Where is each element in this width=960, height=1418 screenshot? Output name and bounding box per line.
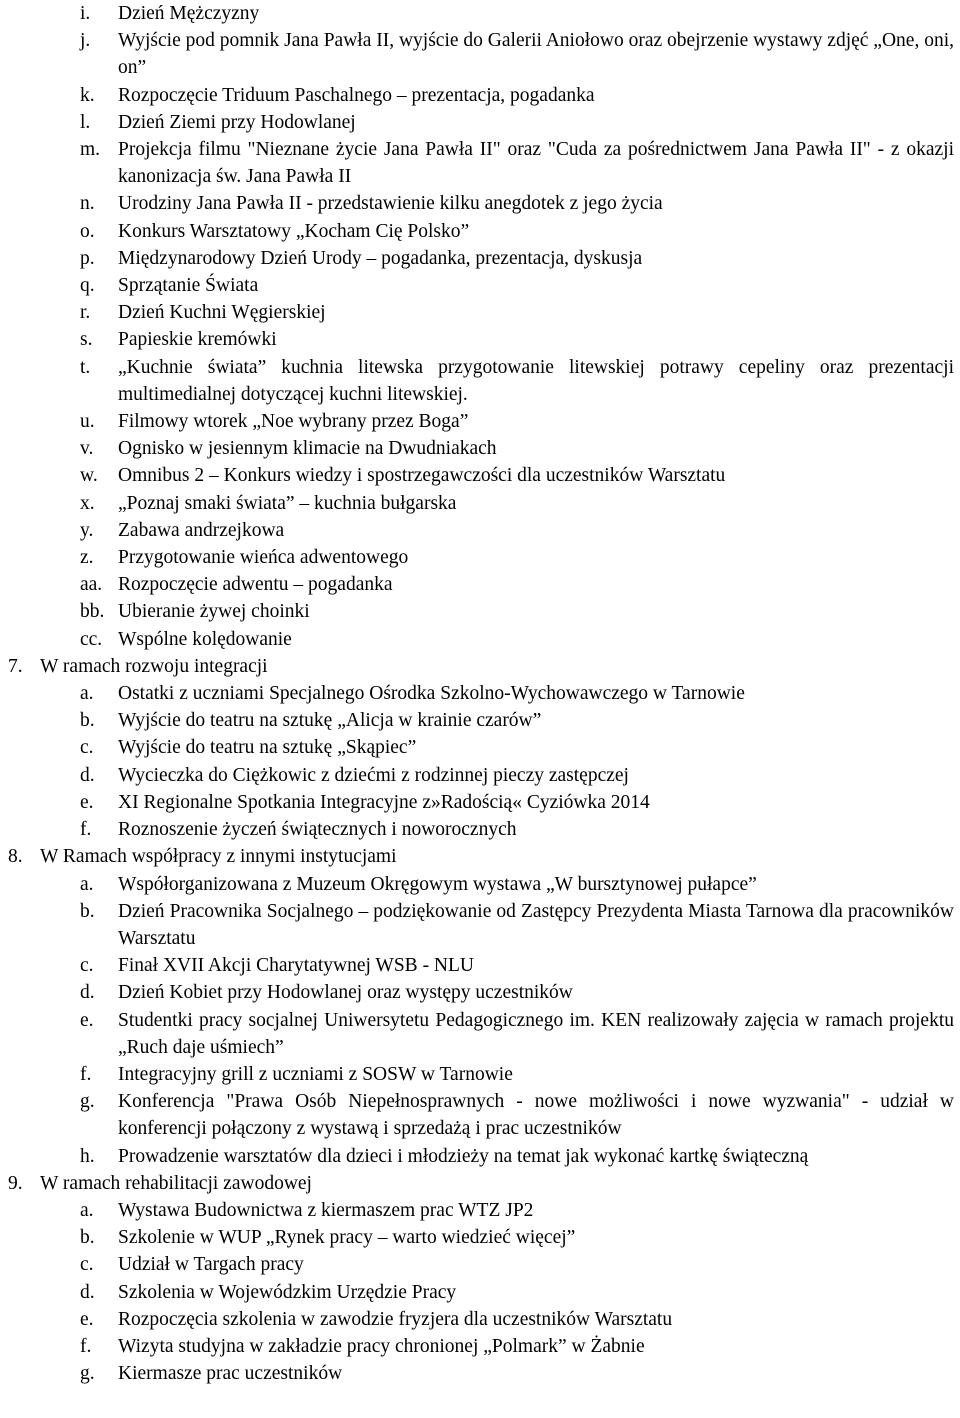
list-item [0,1306,960,1333]
list-item-text: Wystawa Budownictwa z kiermaszem prac WTZ JP2 [118,1199,534,1221]
list-item-text: Przygotowanie wieńca adwentowego [118,547,409,569]
list-marker: j. [80,30,91,52]
list-item-text: Filmowy wtorek „Noe wybrany przez Boga” [118,411,469,433]
list-item [0,598,960,625]
list-item-text: Roznoszenie życzeń świątecznych i noworocznych [118,819,517,841]
list-marker: h. [80,1145,95,1167]
list-marker: z. [80,547,94,569]
list-item-text: Rozpoczęcia szkolenia w zawodzie fryzjera dla uczestników Warsztatu [118,1308,673,1330]
list-marker: l. [80,111,91,133]
list-marker: e. [80,1009,94,1031]
list-item-text: Rozpoczęcie adwentu – pogadanka [118,574,393,596]
list-marker: n. [80,193,95,215]
list-item-text: Projekcja filmu "Nieznane życie Jana Pawła II" oraz "Cuda za pośrednictwem Jana Pawła II" - z okazji kanonizacja św. Jana Pawła II [118,139,954,188]
list-marker: r. [80,302,91,324]
list-marker: f. [80,1335,92,1357]
list-item-text: Ubieranie żywej choinki [118,601,310,623]
list-marker: d. [80,1281,95,1303]
list-marker: s. [80,329,93,351]
list-marker: x. [80,492,95,514]
list-item-text: Wyjście do teatru na sztukę „Alicja w krainie czarów” [118,710,542,732]
list-item-text: Prowadzenie warsztatów dla dzieci i młodzieży na temat jak wykonać kartkę świąteczną [118,1145,809,1167]
list-marker: q. [80,275,95,297]
list-item [0,272,960,299]
list-marker: i. [80,3,91,24]
list-marker: a. [80,683,94,705]
list-item [0,82,960,109]
list-item-text: Udział w Targach pracy [118,1254,304,1276]
list-item [0,517,960,544]
list-item [0,218,960,245]
list-marker: g. [80,1091,95,1113]
list-item [0,816,960,843]
list-item-text: Konkurs Warsztatowy „Kocham Cię Polsko” [118,220,470,242]
list-marker: f. [80,1063,92,1085]
list-item-text: Dzień Kobiet przy Hodowlanej oraz występy uczestników [118,982,573,1004]
list-marker: c. [80,1254,94,1276]
list-item [0,1061,960,1088]
list-item-text: Wspólne kolędowanie [118,628,292,650]
list-item-text: Dzień Pracownika Socjalnego – podziękowanie od Zastępcy Prezydenta Miasta Tarnowa dla pracowników Warsztatu [118,900,954,949]
list-item [0,109,960,136]
list-item-text: Finał XVII Akcji Charytatywnej WSB - NLU [118,955,475,977]
list-item [0,326,960,353]
list-marker: e. [80,791,94,813]
list-marker: bb. [80,601,105,623]
list-item [0,245,960,272]
list-marker: c. [80,955,94,977]
list-item-text: Ostatki z uczniami Specjalnego Ośrodka Szkolno-Wychowawczego w Tarnowie [118,683,745,705]
list-item-text: Wizyta studyjna w zakładzie pracy chronionej „Polmark” w Żabnie [118,1335,645,1357]
list-item-text: Współorganizowana z Muzeum Okręgowym wystawa „W bursztynowej pułapce” [118,873,757,895]
list-item-text: Papieskie kremówki [118,329,277,351]
list-marker: f. [80,819,92,841]
list-item [0,898,960,952]
list-item [0,952,960,979]
list-item-text: Urodziny Jana Pawła II - przedstawienie kilku anegdotek z jego życia [118,193,663,215]
list-item [0,789,960,816]
list-item-text: Zabawa andrzejkowa [118,519,285,541]
list-item-text: Wyjście pod pomnik Jana Pawła II, wyjście do Galerii Aniołowo oraz obejrzenie wystawy zdjęć „One, oni, on” [118,30,954,79]
list-marker: v. [80,438,94,460]
list-marker: a. [80,1199,94,1221]
list-marker: d. [80,982,95,1004]
list-item-text: Rozpoczęcie Triduum Paschalnego – prezentacja, pogadanka [118,84,595,106]
list-item-text: W ramach rozwoju integracji [40,655,268,677]
list-marker: d. [80,764,95,786]
list-marker: b. [80,900,95,922]
list-item [0,1143,960,1170]
list-marker: t. [80,356,91,378]
list-item-text: Dzień Kuchni Węgierskiej [118,302,326,324]
list-item [0,1088,960,1142]
list-item [0,1333,960,1360]
list-item-text: Wyjście do teatru na sztukę „Skąpiec” [118,737,417,759]
list-item [0,27,960,81]
list-item-text: Szkolenia w Wojewódzkim Urzędzie Pracy [118,1281,457,1303]
list-marker: g. [80,1363,95,1385]
list-marker: k. [80,84,95,106]
list-item-text: Ognisko w jesiennym klimacie na Dwudniakach [118,438,497,460]
list-marker: m. [80,139,101,161]
list-item [0,354,960,408]
list-item-text: XI Regionalne Spotkania Integracyjne z»Radością« Cyziówka 2014 [118,791,650,813]
list-item-text: Kiermasze prac uczestników [118,1363,343,1385]
list-item-text: Wycieczka do Ciężkowic z dziećmi z rodzinnej pieczy zastępczej [118,764,629,786]
list-item [0,1007,960,1061]
list-item [0,408,960,435]
list-marker: u. [80,411,95,433]
list-item-text: Omnibus 2 – Konkurs wiedzy i spostrzegawczości dla uczestników Warsztatu [118,465,726,487]
list-item [0,0,960,27]
list-marker: e. [80,1308,94,1330]
list-item [0,136,960,190]
list-item-text: Integracyjny grill z uczniami z SOSW w Tarnowie [118,1063,513,1085]
section-heading [0,1170,960,1197]
list-item [0,979,960,1006]
list-item [0,1197,960,1224]
list-item [0,734,960,761]
list-item [0,680,960,707]
list-item [0,1251,960,1278]
list-item [0,626,960,653]
list-item-text: Międzynarodowy Dzień Urody – pogadanka, prezentacja, dyskusja [118,247,643,269]
list-item [0,299,960,326]
list-marker: b. [80,1227,95,1249]
list-item [0,707,960,734]
list-item [0,490,960,517]
list-item [0,1224,960,1251]
list-item [0,762,960,789]
list-item [0,571,960,598]
list-item [0,462,960,489]
list-marker: w. [80,465,98,487]
list-item [0,435,960,462]
list-item-text: Studentki pracy socjalnej Uniwersytetu Pedagogicznego im. KEN realizowały zajęcia w ramach projektu „Ruch daje uśmiech” [118,1009,954,1058]
list-item-text: Dzień Ziemi przy Hodowlanej [118,111,356,133]
list-marker: aa. [80,574,103,596]
list-item-text: Dzień Mężczyzny [118,3,260,24]
list-item [0,190,960,217]
list-marker: 7. [8,655,23,677]
list-item-text: Sprzątanie Świata [118,275,259,297]
list-item-text: W Ramach współpracy z innymi instytucjami [40,846,397,868]
list-marker: y. [80,519,94,541]
list-marker: cc. [80,628,103,650]
list-item-text: „Kuchnie świata” kuchnia litewska przygotowanie litewskiej potrawy cepeliny oraz prezentacji multimedialnej dotyczącej kuchni litewskiej. [118,356,954,405]
list-marker: o. [80,220,95,242]
list-item-text: „Poznaj smaki świata” – kuchnia bułgarska [118,492,457,514]
section-heading [0,843,960,870]
list-item [0,1360,960,1387]
list-item-text: Konferencja "Prawa Osób Niepełnosprawnych - nowe możliwości i nowe wyzwania" - udział w konferencji połączony z wystawą i sprzedażą i prac uczestników [118,1091,954,1140]
list-marker: p. [80,247,95,269]
list-marker: 9. [8,1172,23,1194]
list-item [0,544,960,571]
section-heading [0,653,960,680]
list-marker: c. [80,737,94,759]
list-marker: b. [80,710,95,732]
list-item [0,871,960,898]
list-marker: a. [80,873,94,895]
list-item-text: W ramach rehabilitacji zawodowej [40,1172,312,1194]
list-item-text: Szkolenie w WUP „Rynek pracy – warto wiedzieć więcej” [118,1227,576,1249]
list-item [0,1279,960,1306]
list-marker: 8. [8,846,23,868]
